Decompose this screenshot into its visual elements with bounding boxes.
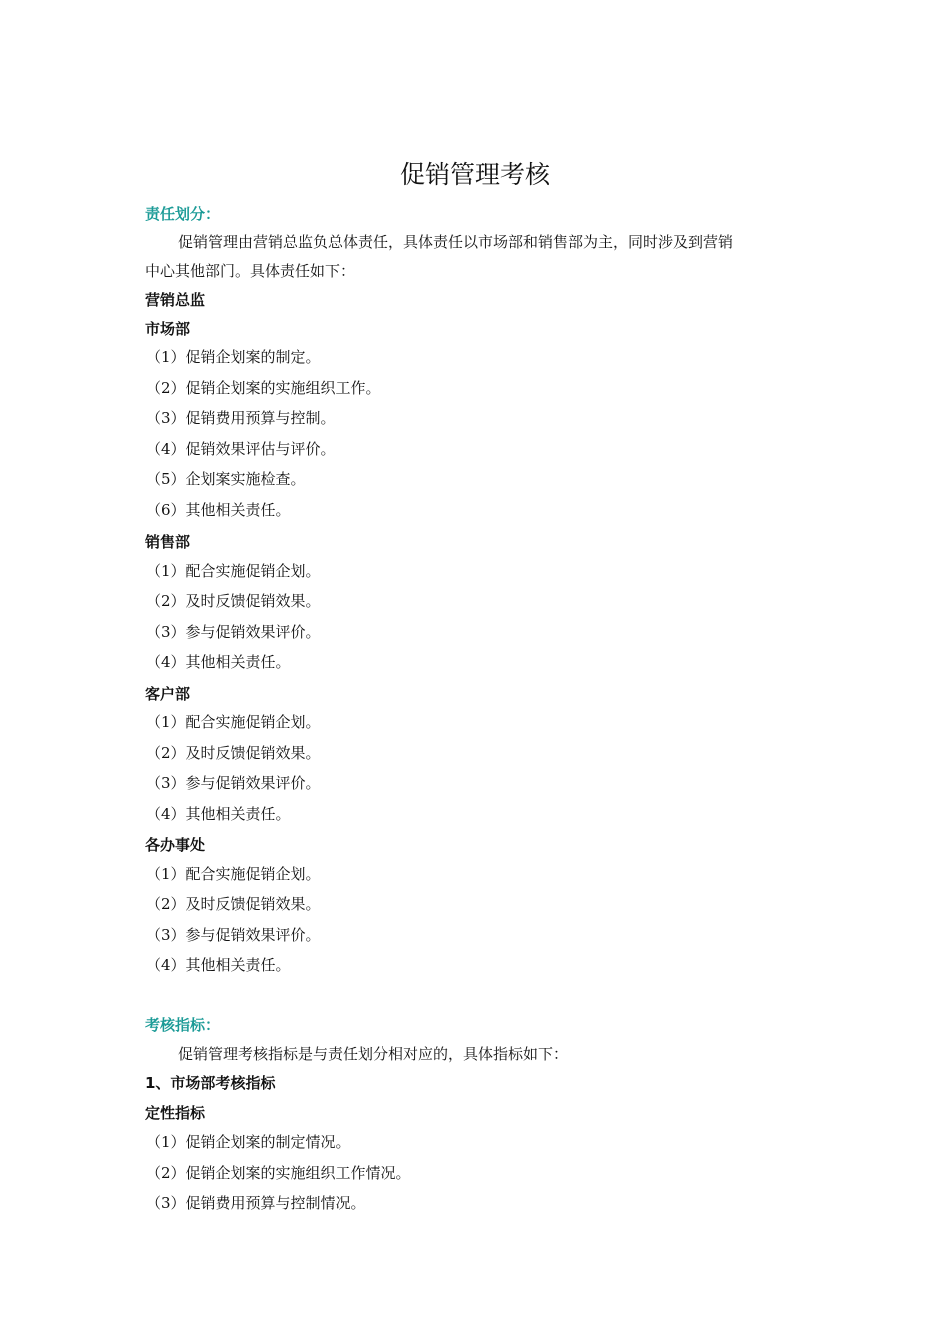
- list-item: （2）及时反馈促销效果。: [146, 744, 321, 762]
- group-heading-customer-dept: 客户部: [145, 685, 191, 703]
- section-heading-responsibility: 责任划分：: [145, 205, 221, 223]
- list-item: （2）及时反馈促销效果。: [146, 895, 321, 913]
- group-heading-marketing-dept: 市场部: [145, 320, 191, 338]
- list-item: （4）其他相关责任。: [146, 805, 291, 823]
- list-item: （3）促销费用预算与控制。: [146, 409, 336, 427]
- group-heading-marketing-director: 营销总监: [145, 291, 206, 309]
- intro-paragraph-line-2: 中心其他部门。具体责任如下：: [145, 262, 356, 280]
- list-item: （1）促销企划案的制定情况。: [146, 1133, 351, 1151]
- intro-paragraph-line-1: 促销管理由营销总监负总体责任，具体责任以市场部和销售部为主，同时涉及到营销: [178, 233, 734, 251]
- subheading-qualitative: 定性指标: [145, 1104, 206, 1122]
- list-item: （1）配合实施促销企划。: [146, 865, 321, 883]
- list-item: （3）参与促销效果评价。: [146, 926, 321, 944]
- list-item: （5）企划案实施检查。: [146, 470, 306, 488]
- group-heading-offices: 各办事处: [145, 836, 206, 854]
- subheading-marketing-kpi: 1、市场部考核指标: [145, 1074, 276, 1092]
- list-item: （2）促销企划案的实施组织工作。: [146, 379, 381, 397]
- group-heading-sales-dept: 销售部: [145, 533, 191, 551]
- list-item: （3）参与促销效果评价。: [146, 774, 321, 792]
- list-item: （6）其他相关责任。: [146, 501, 291, 519]
- list-item: （3）促销费用预算与控制情况。: [146, 1194, 366, 1212]
- page-title: 促销管理考核: [399, 160, 550, 189]
- list-item: （1）促销企划案的制定。: [146, 348, 321, 366]
- list-item: （4）促销效果评估与评价。: [146, 440, 336, 458]
- list-item: （2）促销企划案的实施组织工作情况。: [146, 1164, 411, 1182]
- list-item: （4）其他相关责任。: [146, 653, 291, 671]
- assessment-intro: 促销管理考核指标是与责任划分相对应的，具体指标如下：: [178, 1045, 569, 1063]
- list-item: （2）及时反馈促销效果。: [146, 592, 321, 610]
- section-heading-assessment: 考核指标：: [145, 1016, 221, 1034]
- list-item: （1）配合实施促销企划。: [146, 562, 321, 580]
- list-item: （4）其他相关责任。: [146, 956, 291, 974]
- list-item: （1）配合实施促销企划。: [146, 713, 321, 731]
- list-item: （3）参与促销效果评价。: [146, 623, 321, 641]
